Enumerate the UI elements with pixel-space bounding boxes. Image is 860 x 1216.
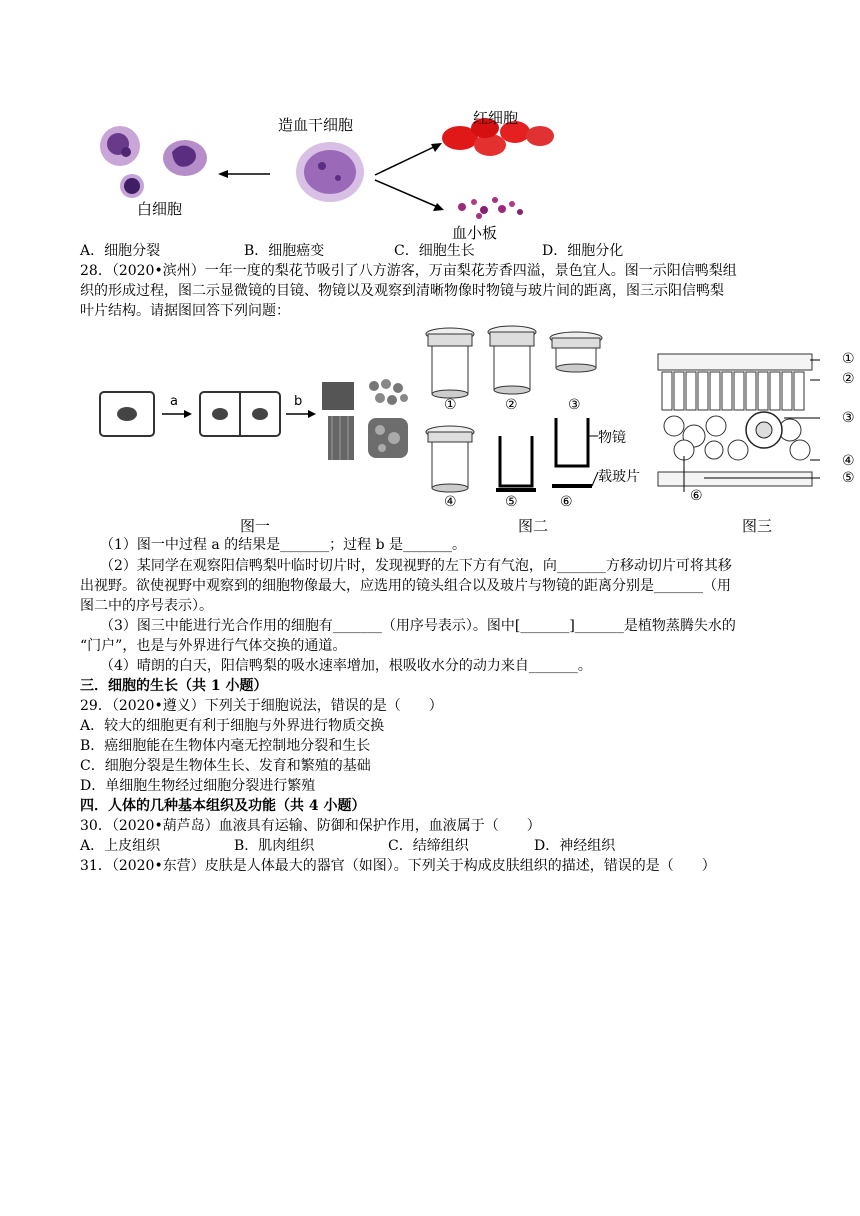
fig3-num-4: ④: [842, 453, 855, 469]
q28-sub-2-cont2: 图二中的序号表示）。: [80, 598, 213, 614]
q27-options: [80, 242, 800, 260]
q28-sub-3: （3）图三中能进行光合作用的细胞有_______（用序号表示）。图中[_______]_______是植物蒸腾失水的: [100, 618, 736, 634]
q28-sub-1: （1）图一中过程 a 的结果是_______；过程 b 是_______。: [100, 537, 467, 553]
red-cell-label: 红细胞: [473, 109, 519, 127]
fig2-num-5: ⑤: [505, 494, 518, 510]
q27-option-b[interactable]: B．细胞癌变: [244, 243, 325, 259]
q29-option-d[interactable]: D．单细胞生物经过细胞分裂进行繁殖: [80, 778, 316, 794]
q27-option-c[interactable]: C．细胞生长: [394, 243, 475, 259]
fig2-num-2: ②: [505, 397, 518, 413]
fig3-num-5: ⑤: [842, 470, 855, 486]
microscope-lenses-diagram: [420, 318, 630, 518]
figure-1-caption: 图一: [240, 517, 271, 535]
q28-stem-line-2: 织的形成过程，图二示显微镜的目镜、物镜以及观察到清晰物像时物镜与玻片间的距离，图三示阳信鸭梨: [80, 283, 724, 299]
q28-sub-4: （4）晴朗的白天，阳信鸭梨的吸水速率增加，根吸收水分的动力来自_______。: [100, 658, 592, 674]
q30-option-a[interactable]: A．上皮组织: [80, 838, 161, 854]
fig2-num-3: ③: [568, 397, 581, 413]
section-4-heading: 四．人体的几种基本组织及功能（共 4 小题）: [80, 798, 366, 814]
objective-lens-label: 物镜: [598, 430, 626, 446]
q30-option-d[interactable]: D．神经组织: [534, 838, 616, 854]
fig3-num-2: ②: [842, 371, 855, 387]
q28-sub-2: （2）某同学在观察阳信鸭梨叶临时切片时，发现视野的左下方有气泡，向_______方移动切片可将其移: [100, 558, 732, 574]
fig3-num-1: ①: [842, 351, 855, 367]
platelet-label: 血小板: [452, 224, 498, 242]
q30-options: [80, 837, 800, 855]
stem-cell-label: 造血干细胞: [278, 116, 354, 134]
q29-option-b[interactable]: B．癌细胞能在生物体内毫无控制地分裂和生长: [80, 738, 371, 754]
q30-option-b[interactable]: B．肌肉组织: [234, 838, 315, 854]
fig2-num-4: ④: [444, 494, 457, 510]
fig2-num-1: ①: [444, 397, 457, 413]
fig3-num-3: ③: [842, 410, 855, 426]
q28-stem-line-1: 28．（2020•滨州）一年一度的梨花节吸引了八方游客，万亩梨花芳香四溢，景色宜人。图一示阳信鸭梨组: [80, 263, 737, 279]
fig1-arrow-a-label: a: [170, 394, 178, 409]
q31-stem: 31．（2020•东营）皮肤是人体最大的器官（如图）。下列关于构成皮肤组织的描述，错误的是（ ）: [80, 858, 716, 874]
white-cell-label: 白细胞: [137, 200, 183, 218]
figure-3-caption: 图三: [742, 517, 773, 535]
q28-stem-line-3: 叶片结构。请据图回答下列问题：: [80, 303, 290, 319]
figure-1: [96, 372, 416, 472]
fig3-num-6: ⑥: [690, 488, 703, 504]
leaf-cross-section-diagram: [654, 346, 834, 506]
slide-label: 载玻片: [598, 469, 640, 485]
q29-stem: 29．（2020•遵义）下列关于细胞说法，错误的是（ ）: [80, 698, 443, 714]
q27-option-d[interactable]: D．细胞分化: [542, 243, 624, 259]
q30-stem: 30．（2020•葫芦岛）血液具有运输、防御和保护作用，血液属于（ ）: [80, 818, 541, 834]
figure-2-caption: 图二: [518, 517, 549, 535]
q30-option-c[interactable]: C．结缔组织: [388, 838, 469, 854]
q27-option-a[interactable]: A．细胞分裂: [80, 243, 161, 259]
section-3-heading: 三．细胞的生长（共 1 小题）: [80, 678, 268, 694]
q28-sub-3-cont: “门户”，也是与外界进行气体交换的通道。: [80, 638, 347, 654]
q29-option-c[interactable]: C．细胞分裂是生物体生长、发育和繁殖的基础: [80, 758, 371, 774]
q29-option-a[interactable]: A．较大的细胞更有利于细胞与外界进行物质交换: [80, 718, 385, 734]
q28-sub-2-cont: 出视野。欲使视野中观察到的细胞物像最大，应选用的镜头组合以及玻片与物镜的距离分别是_______（用: [80, 578, 731, 594]
tissue-formation-diagram: [96, 372, 416, 472]
figure-3: [654, 346, 834, 506]
fig2-num-6: ⑥: [560, 494, 573, 510]
fig1-arrow-b-label: b: [294, 394, 303, 409]
figure-2: [420, 318, 630, 518]
